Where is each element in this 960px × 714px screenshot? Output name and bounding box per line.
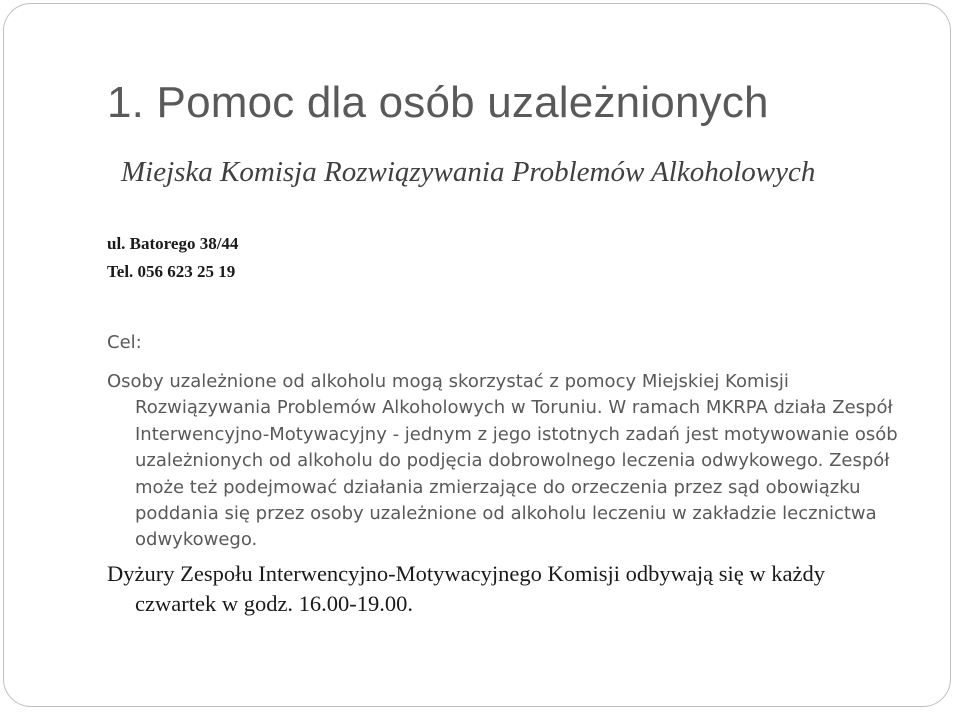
address-street: ul. Batorego 38/44	[107, 234, 239, 253]
address-phone: Tel. 056 623 25 19	[107, 262, 236, 281]
goal-label: Cel:	[107, 332, 142, 353]
slide-title: 1. Pomoc dla osób uzależnionych	[107, 78, 769, 127]
slide-frame	[3, 3, 951, 707]
slide-subtitle: Miejska Komisja Rozwiązywania Problemów Alkoholowych	[121, 156, 816, 188]
duty-hours-paragraph: Dyżury Zespołu Interwencyjno-Motywacyjnego Komisji odbywają się w każdy czwartek w godz. 16.00-19.00.	[107, 561, 825, 616]
goal-paragraph: Osoby uzależnione od alkoholu mogą skorzystać z pomocy Miejskiej Komisji Rozwiązywania Problemów Alkoholowych w Toruniu. W ramach MKRPA działa Zespół Interwencyjno-Motywacyjny - jednym z jego istotnych zadań jest motywowanie osób uzależnionych od alkoholu do podjęcia dobrowolnego leczenia odwykowego. Zespół może też podejmować działania zmierzające do orzeczenia przez sąd obowiązku poddania się przez osoby uzależnione od alkoholu leczeniu w zakładzie lecznictwa odwykowego.	[107, 371, 898, 551]
